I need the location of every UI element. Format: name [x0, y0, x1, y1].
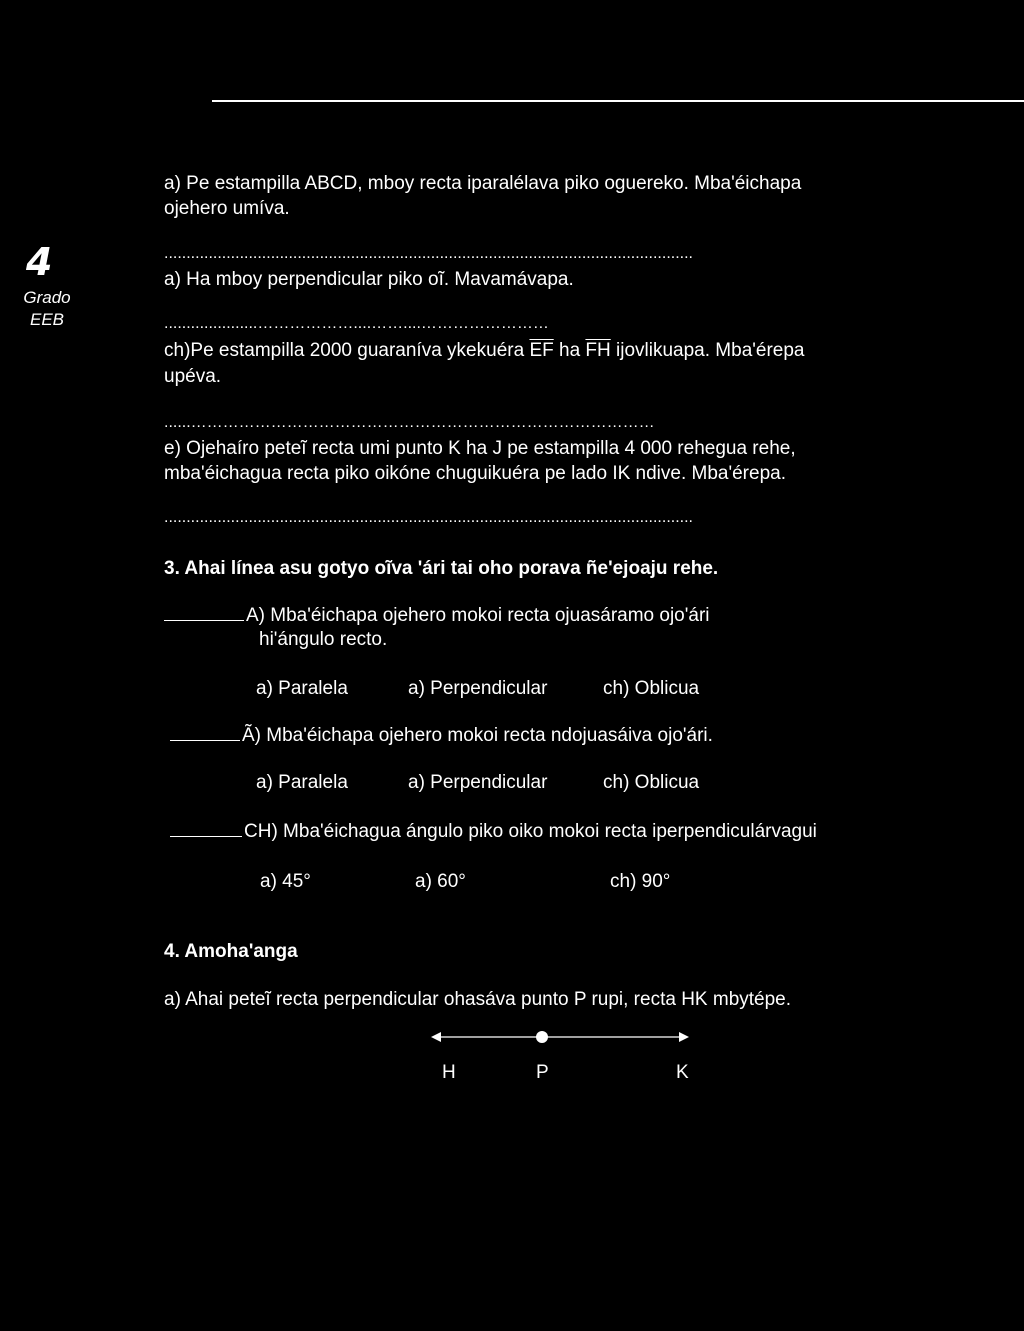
question-3a-line1 [164, 602, 710, 628]
answer-line-2[interactable]: .....................………………....……....…………………… [164, 315, 549, 332]
question-3a-text: A) Mba'éichapa ojehero mokoi recta ojuasáramo ojo'ári [246, 605, 710, 626]
answer-blank-a[interactable] [164, 602, 244, 621]
question-e-line1: e) Ojehaíro peteĩ recta umi punto K ha J pe estampilla 4 000 rehegua rehe, [164, 438, 796, 459]
option-3a-2[interactable]: a) Perpendicular [408, 678, 548, 699]
option-3b-3[interactable]: ch) Oblicua [603, 772, 700, 793]
label-k: K [676, 1062, 689, 1083]
section4-question: a) Ahai peteĩ recta perpendicular ohasáva punto P rupi, recta HK mbytépe. [164, 989, 792, 1010]
segment-fh: $\overline{FH}$ [585, 340, 611, 361]
option-3a-3[interactable]: ch) Oblicua [603, 678, 700, 699]
label-p: P [536, 1062, 549, 1083]
question-3c-text: CH) Mba'éichagua ángulo piko oiko mokoi recta iperpendiculárvagui [244, 821, 817, 842]
option-3b-1[interactable]: a) Paralela [256, 772, 348, 793]
right-arrowhead-icon [679, 1032, 689, 1042]
question-3b [170, 722, 713, 748]
option-3a-1[interactable]: a) Paralela [256, 678, 348, 699]
line-hk-diagram[interactable] [425, 1025, 700, 1050]
option-3c-3[interactable]: ch) 90° [610, 871, 671, 892]
grade-label [22, 287, 72, 331]
question-ch-part2: ijovlikuapa. Mba'érepa [610, 340, 805, 361]
question-ch-ha: ha [553, 340, 586, 361]
grade-label-text: Grado [23, 288, 71, 307]
question-ch-part1: ch)Pe estampilla 2000 guaraníva ykekuéra [164, 340, 530, 361]
question-3a-line2: hi'ángulo recto. [259, 629, 388, 650]
question-3c [170, 818, 817, 844]
question-3b-text: Ã) Mba'éichapa ojehero mokoi recta ndojuasáiva ojo'ári. [242, 725, 713, 746]
answer-line-3[interactable]: ......…………………………………………………………………………… [164, 414, 655, 431]
answer-blank-c[interactable] [170, 818, 242, 837]
segment-ef: $\overline{EF}$ [529, 340, 554, 361]
question-ch-line1 [164, 338, 805, 363]
option-3c-1[interactable]: a) 45° [260, 871, 311, 892]
left-arrowhead-icon [431, 1032, 441, 1042]
question-ch-line2: upéva. [164, 366, 222, 387]
label-h: H [442, 1062, 456, 1083]
question-a1-line1: a) Pe estampilla ABCD, mboy recta iparalélava piko oguereko. Mba'éichapa [164, 173, 802, 194]
question-a1-line2: ojehero umíva. [164, 198, 290, 219]
question-e-line2: mba'éichagua recta piko oikóne chuguikuéra pe lado IK ndive. Mba'érepa. [164, 463, 786, 484]
answer-line-4[interactable]: ....................................................................................................................... [164, 509, 693, 526]
grade-number: 4 [26, 240, 53, 284]
grade-level-text: EEB [29, 310, 65, 329]
option-3b-2[interactable]: a) Perpendicular [408, 772, 548, 793]
option-3c-2[interactable]: a) 60° [415, 871, 466, 892]
section4-heading: 4. Amoha'anga [164, 941, 298, 962]
top-rule [212, 100, 1024, 102]
point-p-icon [536, 1031, 548, 1043]
section3-heading: 3. Ahai línea asu gotyo oĩva 'ári tai oho porava ñe'ejoaju rehe. [164, 558, 719, 579]
question-a2: a) Ha mboy perpendicular piko oĩ. Mavamávapa. [164, 269, 574, 290]
answer-line-1[interactable]: ....................................................................................................................... [164, 245, 693, 262]
answer-blank-b[interactable] [170, 722, 240, 741]
